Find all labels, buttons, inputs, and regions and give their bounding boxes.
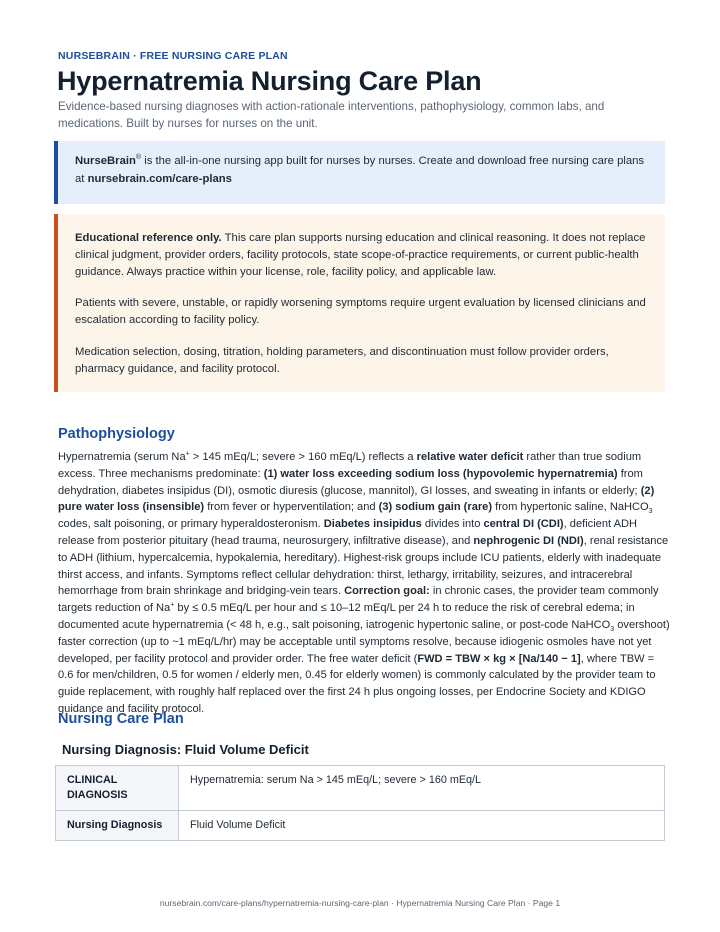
promo-text: [75, 152, 650, 188]
text-run: codes, salt poisoning, or primary hyperaldosteronism.: [58, 518, 324, 531]
text-run: from fever or hyperventilation; and: [204, 501, 379, 514]
emphasis-text: FWD = TBW × kg × [Na/140 − 1]: [417, 652, 581, 665]
page-title: Hypernatremia Nursing Care Plan: [57, 66, 482, 96]
text-run: rather than true sodium excess. Three mechanisms predominate:: [58, 451, 642, 480]
superscript: +: [185, 450, 190, 458]
emphasis-text: (1) water loss exceeding sodium loss (hypovolemic hypernatremia): [263, 467, 618, 480]
promo-brand: NurseBrain: [75, 155, 136, 167]
emphasis-text: (3) sodium gain (rare): [378, 501, 493, 514]
text-run: , deficient ADH release from posterior pituitary (head trauma, neurosurgery, infiltrative disease), and: [58, 518, 637, 547]
text-run: from dehydration, diabetes insipidus (DI), osmotic diuresis (glucose, mannitol), GI losses, and sweating in infants or elderly;: [58, 467, 643, 497]
subscript: 3: [648, 508, 653, 516]
disclaimer-text-1: This care plan supports nursing education and clinical reasoning. It does not replace clinical judgment, provider orders, facility protocols, state scope-of-practice requirements, or current public-health guidance. Always practice within your license, role, facility policy, and applicable law.: [75, 232, 646, 278]
superscript: +: [170, 601, 175, 609]
diagnosis-table: [55, 765, 665, 841]
row-label: Nursing Diagnosis: [56, 811, 179, 841]
table-row: [56, 811, 665, 841]
header-kicker: NURSEBRAIN · FREE NURSING CARE PLAN: [58, 50, 288, 62]
row-value: Fluid Volume Deficit: [179, 811, 665, 841]
text-run: Hypernatremia (serum Na: [58, 451, 186, 463]
disclaimer-lead: Educational reference only.: [75, 232, 222, 244]
subscript: 3: [610, 626, 615, 634]
page-footer: nursebrain.com/care-plans/hypernatremia-nursing-care-plan · Hypernatremia Nursing Care Plan · Page 1: [159, 898, 561, 908]
emphasis-text: nephrogenic DI (NDI): [473, 534, 584, 547]
section-heading-care-plan: Nursing Care Plan: [58, 711, 184, 727]
promo-callout: [54, 141, 665, 204]
page-subtitle: Evidence-based nursing diagnoses with action-rationale interventions, pathophysiology, common labs, and medications. Built by nurses for nurses on the unit.: [58, 100, 605, 130]
promo-link[interactable]: nursebrain.com/care-plans: [87, 173, 232, 185]
text-run: , renal resistance to ADH (lithium, hypercalcemia, hypokalemia, hereditary). Highest-risk groups include ICU patients, elderly with inadequate thirst access, and infants. Symptoms reflect cellular dehydration: thirst, lethargy, irritability, seizures, and intracerebral hemorrhage from brain shrinkage and bridging-vein tears.: [58, 534, 669, 598]
disclaimer-paragraph-1: [75, 230, 650, 281]
registered-mark: ®: [135, 154, 142, 162]
text-run: > 145 mEq/L; severe > 160 mEq/L) reflects a: [189, 451, 417, 463]
text-run: divides into: [421, 518, 484, 531]
disclaimer-callout: [54, 214, 665, 392]
promo-body: is the all-in-one nursing app built for nurses by nurses. Create and download free nursing care plans at: [75, 155, 645, 185]
disclaimer-paragraph-2: Patients with severe, unstable, or rapidly worsening symptoms require urgent evaluation by licensed clinicians and escalation according to facility policy.: [75, 297, 646, 326]
text-run: overshoot) faster correction (up to ~1 mEq/L/hr) may be acceptable until symptoms resolve, because idiogenic osmoles have not yet developed, per facility protocol and provider order. The free water deficit (: [58, 618, 670, 665]
text-run: by ≤ 0.5 mEq/L per hour and ≤ 10–12 mEq/L per 24 h to reduce the risk of cerebral edema; in documented acute hypernatremia (< 48 h, e.g., salt poisoning, iatrogenic hypertonic saline, or post-code NaHCO: [58, 602, 635, 631]
row-value: Hypernatremia: serum Na > 145 mEq/L; severe > 160 mEq/L: [179, 766, 665, 811]
emphasis-text: central DI (CDI): [483, 518, 564, 531]
table-row: [56, 766, 665, 811]
text-run: from hypertonic saline, NaHCO: [492, 501, 649, 514]
emphasis-text: (2) pure water loss (insensible): [58, 484, 655, 514]
pathophysiology-text: [58, 449, 670, 718]
emphasis-text: relative water deficit: [416, 451, 524, 463]
text-run: , where TBW = 0.6 for men/children, 0.5 for women / elderly men, 0.45 for elderly women) is commonly calculated by the provider team to guide replacement, with roughly half replaced over the first 24 h plus ongoing losses, per Endocrine Society and KDIGO guidance and facility protocol.: [58, 652, 656, 715]
text-run: in chronic cases, the provider team commonly targets reduction of Na: [58, 585, 659, 615]
emphasis-text: Diabetes insipidus: [323, 518, 422, 531]
section-heading-pathophysiology: Pathophysiology: [58, 426, 175, 442]
emphasis-text: Correction goal:: [344, 585, 430, 598]
diagnosis-heading: Nursing Diagnosis: Fluid Volume Deficit: [62, 742, 309, 757]
row-label: CLINICAL DIAGNOSIS: [56, 766, 179, 811]
disclaimer-paragraph-3: Medication selection, dosing, titration, holding parameters, and discontinuation must follow provider orders, pharmacy guidance, and facility protocol.: [75, 346, 609, 375]
